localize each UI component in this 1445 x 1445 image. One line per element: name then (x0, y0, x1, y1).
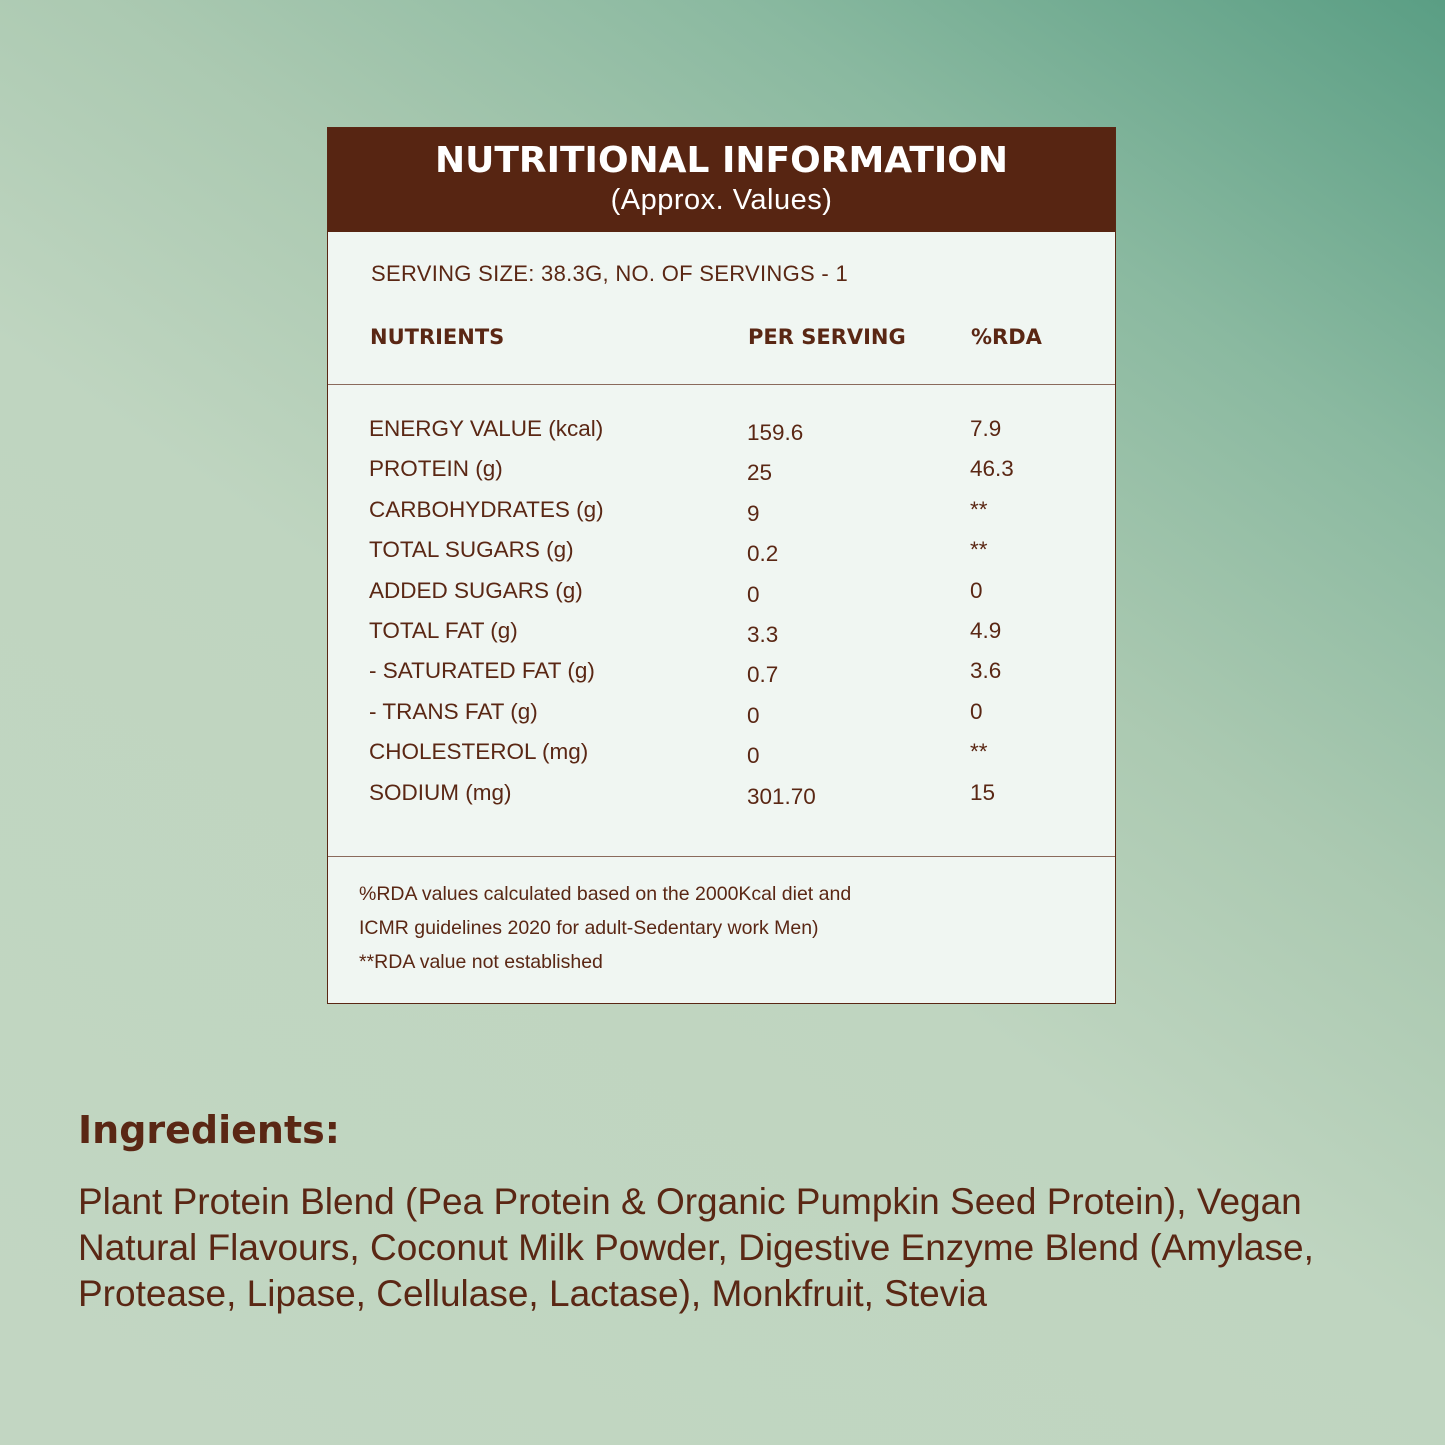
footnote-line: ICMR guidelines 2020 for adult-Sedentary work Men) (359, 917, 819, 939)
nutrition-label (327, 127, 1116, 1004)
nutrient-name: PROTEIN (g) (369, 456, 503, 482)
nutrient-table (328, 416, 1115, 820)
nutrient-name: - SATURATED FAT (g) (369, 658, 595, 684)
per-serving-value: 159.6 (747, 420, 804, 445)
table-row (328, 456, 1115, 496)
table-row (328, 780, 1115, 820)
rda-value: ** (970, 739, 988, 765)
table-row (328, 658, 1115, 698)
rda-value: ** (970, 496, 988, 522)
table-row (328, 618, 1115, 658)
per-serving-value: 0 (747, 581, 760, 607)
rda-value: 0 (970, 698, 983, 724)
table-row (328, 578, 1115, 618)
per-serving-value: 301.70 (747, 783, 816, 809)
footnote-line: %RDA values calculated based on the 2000Kcal diet and (359, 883, 852, 905)
nutrition-title: NUTRITIONAL INFORMATION (434, 140, 1009, 181)
per-serving-value: 25 (747, 460, 773, 486)
nutrient-name: ENERGY VALUE (kcal) (369, 416, 604, 441)
per-serving-value: 9 (747, 500, 760, 526)
table-row (328, 497, 1115, 537)
per-serving-value: 3.3 (747, 621, 779, 647)
nutrient-name: CHOLESTEROL (mg) (369, 739, 589, 765)
table-row (328, 416, 1115, 456)
nutrient-name: ADDED SUGARS (g) (369, 577, 583, 603)
nutrient-name: TOTAL SUGARS (g) (369, 537, 574, 563)
nutrient-name: SODIUM (mg) (369, 779, 512, 805)
table-row (328, 739, 1115, 779)
ingredients-list: Plant Protein Blend (Pea Protein & Organic Pumpkin Seed Protein), Vegan Natural Flavours, Coconut Milk Powder, Digestive Enzyme Blend (Amylase, Protease, Lipase, Cellulase, Lactase), Monkfruit, Stevia (78, 1181, 1314, 1314)
rda-value: 7.9 (970, 416, 1002, 441)
nutrient-name: CARBOHYDRATES (g) (369, 496, 604, 522)
table-row (328, 699, 1115, 739)
column-header-nutrients: NUTRIENTS (370, 325, 505, 349)
rda-footnotes (359, 877, 1079, 979)
rda-value: ** (970, 537, 988, 563)
per-serving-value: 0 (747, 743, 760, 769)
rda-value: 15 (970, 779, 996, 805)
footer-divider (328, 856, 1115, 857)
per-serving-value: 0.7 (747, 662, 779, 688)
rda-value: 46.3 (970, 456, 1014, 482)
rda-value: 3.6 (970, 658, 1002, 684)
footnote-line: **RDA value not established (359, 951, 603, 973)
rda-value: 0 (970, 577, 983, 603)
nutrition-subtitle: (Approx. Values) (610, 184, 833, 216)
per-serving-value: 0.2 (747, 541, 779, 567)
per-serving-value: 0 (747, 702, 760, 728)
column-header-rda: %RDA (971, 325, 1042, 349)
serving-size: SERVING SIZE: 38.3G, NO. OF SERVINGS - 1 (371, 261, 848, 286)
nutrient-name: TOTAL FAT (g) (369, 617, 518, 643)
header-divider (328, 384, 1115, 385)
rda-value: 4.9 (970, 617, 1002, 643)
nutrient-name: - TRANS FAT (g) (369, 698, 538, 724)
table-row (328, 537, 1115, 577)
column-header-per-serving: PER SERVING (748, 325, 906, 349)
nutrition-header (328, 128, 1115, 232)
ingredients-heading: Ingredients: (78, 1108, 340, 1152)
